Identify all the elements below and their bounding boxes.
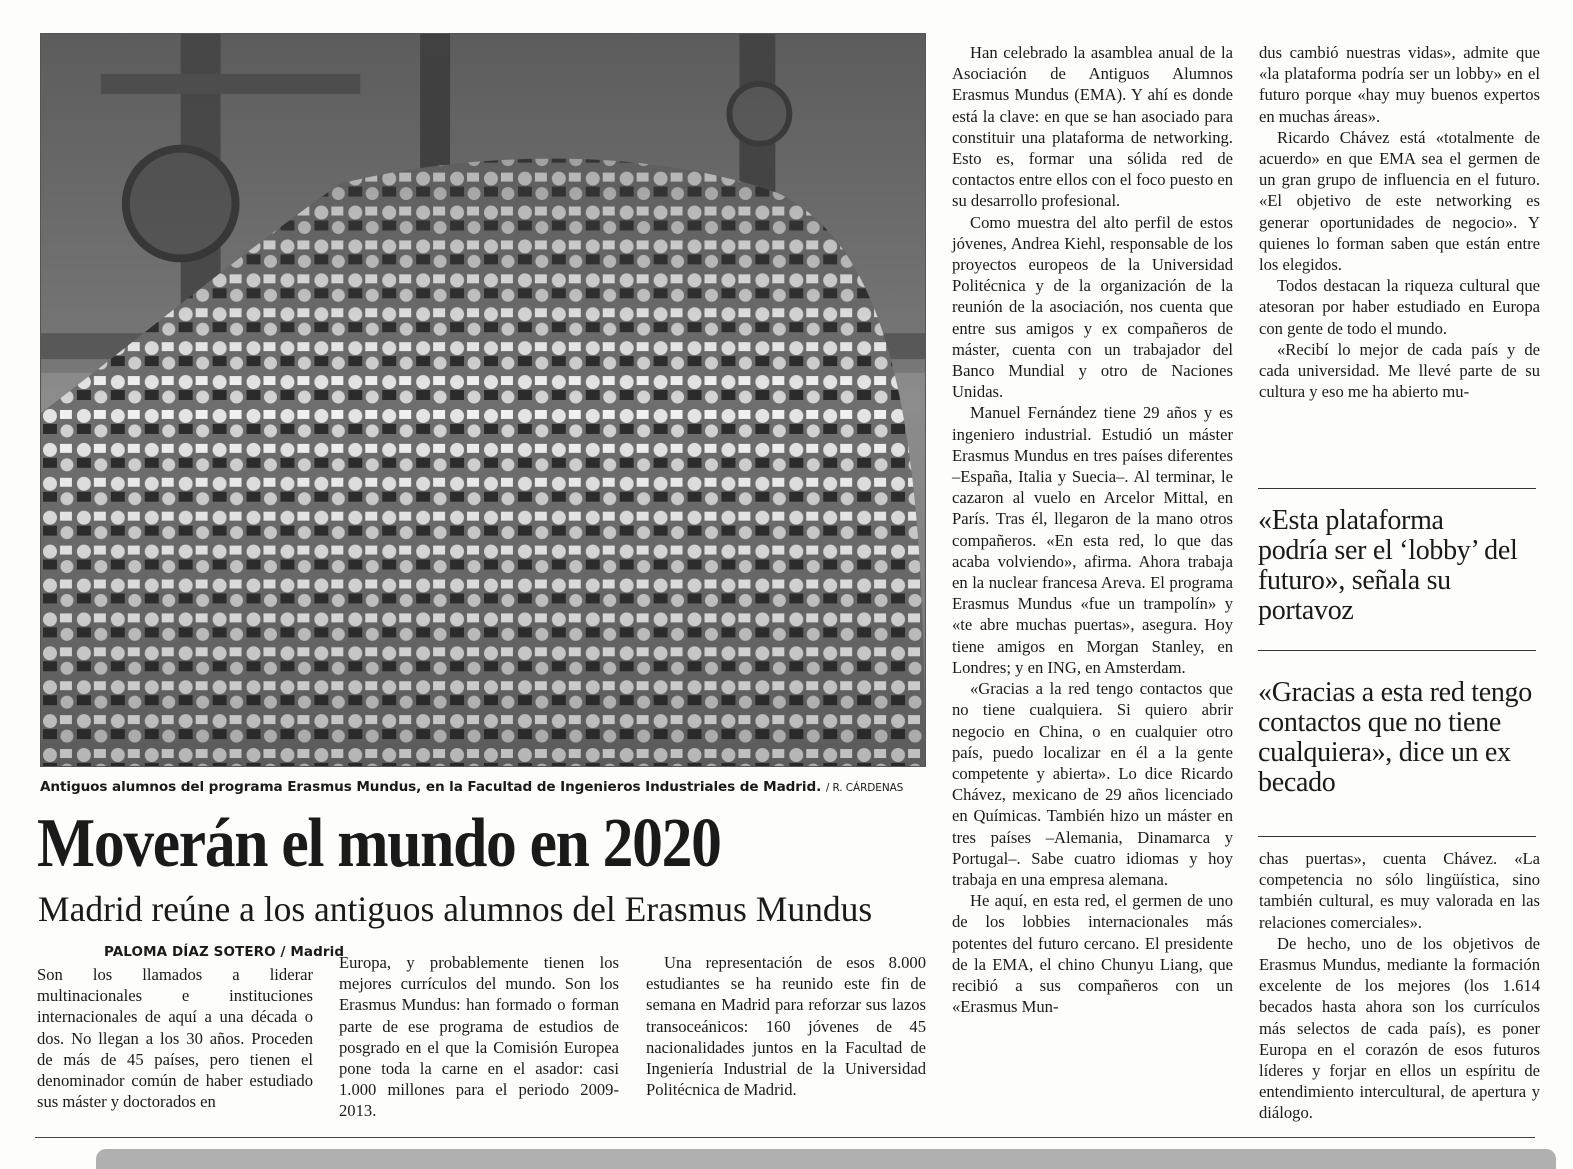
pullquote-divider-bottom	[1258, 836, 1536, 837]
caption-text: Antiguos alumnos del programa Erasmus Mundus, en la Facultad de Ingenieros Industriales de Madrid.	[40, 779, 822, 795]
column-5-paragraph-6: De hecho, uno de los objetivos de Erasmus Mundus, mediante la formación excelente de los mejores (los 1.614 becados hasta ahora son los currículos más selectos de cada país), es poner Europa en el corazón de esos futuros líderes y forjar en ellos un espíritu de entendimiento intercultural, de apertura y diálogo.	[1259, 933, 1540, 1123]
photo-credit: / R. CÁRDENAS	[825, 782, 904, 794]
subheadline: Madrid reúne a los antiguos alumnos del Erasmus Mundus	[38, 889, 873, 929]
pullquote-1: «Esta plataforma podría ser el ‘lobby’ del futuro», señala su portavoz	[1258, 505, 1518, 626]
headline: Moverán el mundo en 2020	[37, 805, 721, 882]
column-3-text: Una representación de esos 8.000 estudiantes se ha reunido este fin de semana en Madrid para reforzar sus lazos transoceánicos: 160 jóvenes de 45 nacionalidades juntos en la Facultad de Ingeniería Industrial de la Universidad Politécnica de Madrid.	[646, 953, 926, 1100]
article-column-3	[646, 952, 926, 1100]
column-4-paragraph-5: He aquí, en esta red, el germen de uno de los lobbies internacionales más potentes del futuro cercano. El presidente de la EMA, el chino Chunyu Liang, que recibió a sus compañeros con un «Erasmus Mun-	[952, 891, 1233, 1017]
column-5-paragraph-5: chas puertas», cuenta Chávez. «La competencia no sólo lingüística, sino también cultural, es muy valorada en las relaciones comerciales».	[1259, 849, 1540, 932]
page-bottom-rule	[35, 1137, 1535, 1138]
column-4-paragraph-2: Como muestra del alto perfil de estos jóvenes, Andrea Kiehl, responsable de los proyectos europeos de la Universidad Politécnica y de la organización de la reunión de la asociación, nos cuenta que entre sus amigos y ex compañeros de máster, cuenta con un trabajador del Banco Mundial y otro de Naciones Unidas.	[952, 212, 1233, 402]
column-4-paragraph-1: Han celebrado la asamblea anual de la Asociación de Antiguos Alumnos Erasmus Mundus (EMA). Y ahí es donde está la clave: en que se han asociado para constituir una plataforma de networking. Esto es, formar una sólida red de contactos entre ellos con el foco puesto en su desarrollo profesional.	[952, 43, 1233, 211]
pullquote-2: «Gracias a esta red tengo contactos que no tiene cualquiera», dice un ex becado	[1258, 677, 1532, 798]
article-column-4	[952, 42, 1233, 1017]
article-column-5-bottom	[1259, 848, 1540, 1124]
column-4-paragraph-4: «Gracias a la red tengo contactos que no tiene cualquiera. Si quiero abrir negocio en China, o en cualquier otro país, puedo localizar en él a la gente competente y abierta». Lo dice Ricardo Chávez, mexicano de 29 años licenciado en Químicas. También hizo un máster en tres países –Alemania, Dinamarca y Portugal–. Sabe cuatro idiomas y hoy trabaja en una empresa alemana.	[952, 679, 1233, 889]
column-5-paragraph-1: dus cambió nuestras vidas», admite que «la plataforma podría ser un lobby» en el futuro porque «hay muy buenos expertos en muchas áreas».	[1259, 43, 1540, 126]
next-article-strip	[96, 1149, 1556, 1169]
column-5-paragraph-2: Ricardo Chávez está «totalmente de acuerdo» en que EMA sea el germen de un gran grupo de influencia en el futuro. «El objetivo de este networking es generar oportunidades de negocio». Y quienes lo forman saben que están entre los elegidos.	[1259, 127, 1540, 275]
article-column-2	[339, 952, 619, 1122]
group-photo-icon	[41, 34, 925, 766]
column-2-text: Europa, y probablemente tienen los mejores currículos del mundo. Son los Erasmus Mundus: han formado o forman parte de ese programa de estudios de posgrado en el que la Comisión Europea pone toda la carne en el asador: casi 1.000 millones para el periodo 2009-2013.	[339, 953, 619, 1121]
article-column-5-top	[1259, 42, 1540, 402]
byline: PALOMA DÍAZ SOTERO / Madrid	[104, 944, 345, 960]
photo-caption	[40, 779, 930, 795]
column-4-paragraph-3: Manuel Fernández tiene 29 años y es ingeniero industrial. Estudió un máster Erasmus Mundus en tres países diferentes –España, Italia y Suecia–. Al terminar, le cazaron al vuelo en Arcelor Mittal, en París. Tras él, llegaron de la mano otros compañeros. «En esta red, lo que das acaba volviendo», afirma. Ahora trabaja en la nuclear francesa Areva. El programa Erasmus Mundus «fue un trampolín» y «te abre muchas puertas», asegura. Hoy tiene amigos en Morgan Stanley, en Londres; y en ING, en Amsterdam.	[952, 403, 1233, 677]
column-1-text: Son los llamados a liderar multinacionales e instituciones internacionales de aquí a una década o dos. No llegan a los 30 años. Proceden de más de 45 países, pero tienen el denominador común de haber estudiado sus máster y doctorados en	[37, 965, 313, 1112]
column-5-paragraph-4: «Recibí lo mejor de cada país y de cada universidad. Me llevé parte de su cultura y eso me ha abierto mu-	[1259, 339, 1540, 402]
pullquote-divider-middle	[1258, 650, 1536, 651]
article-column-1	[37, 964, 313, 1112]
group-photo	[40, 33, 926, 767]
pullquote-divider-top	[1258, 488, 1536, 489]
column-5-paragraph-3: Todos destacan la riqueza cultural que atesoran por haber estudiado en Europa con gente de todo el mundo.	[1259, 276, 1540, 338]
